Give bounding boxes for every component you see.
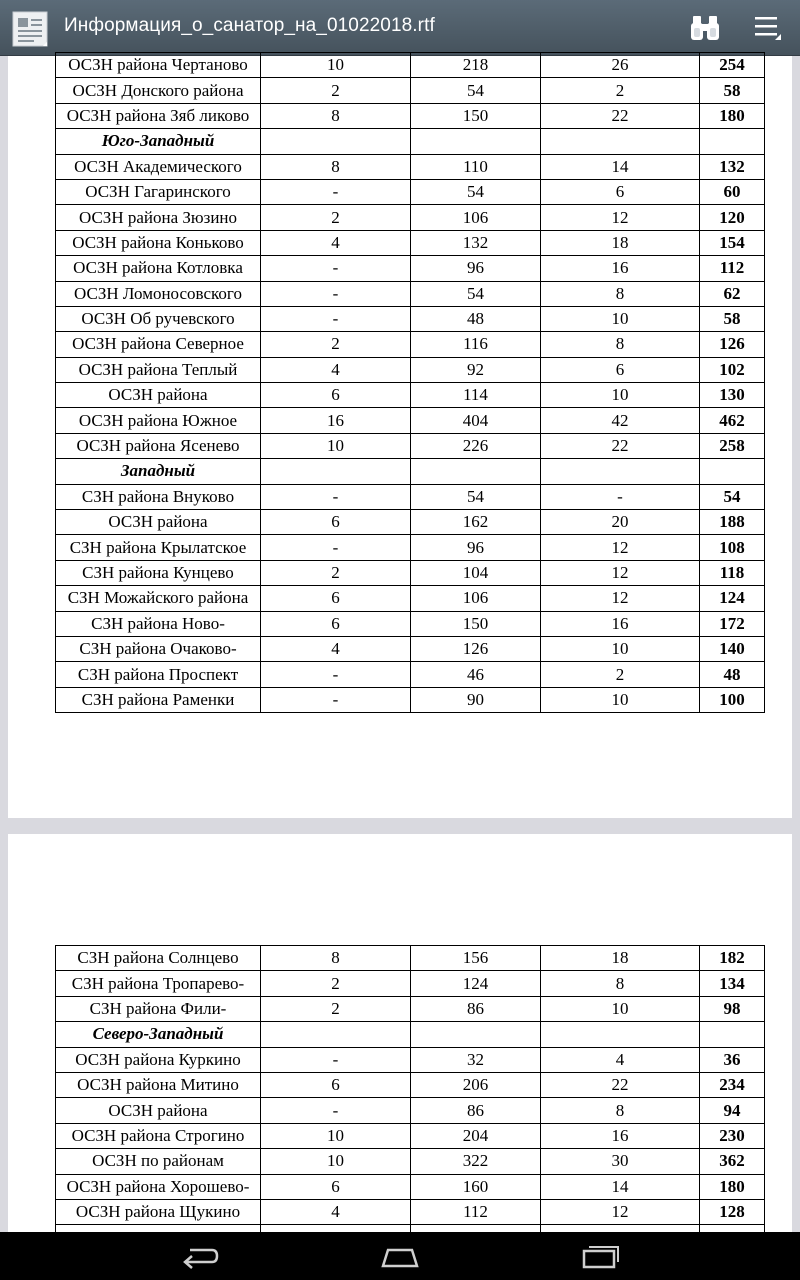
cell-col1: - — [261, 687, 411, 712]
cell-total: 132 — [700, 154, 765, 179]
cell-col2: 110 — [411, 154, 541, 179]
cell-name: ОСЗН района Северное — [56, 332, 261, 357]
cell-name: Северо-Западный — [56, 1022, 261, 1047]
cell-total: 234 — [700, 1072, 765, 1097]
table-row — [56, 103, 765, 128]
cell-total: 36 — [700, 1047, 765, 1072]
cell-col1: - — [261, 484, 411, 509]
cell-name: ОСЗН Об ручевского — [56, 306, 261, 331]
cell-col2: 106 — [411, 205, 541, 230]
cell-name: ОСЗН Донского района — [56, 78, 261, 103]
cell-name: СЗН района Кунцево — [56, 560, 261, 585]
cell-col2: 218 — [411, 53, 541, 78]
cell-col3: 10 — [541, 383, 700, 408]
cell-col1: 10 — [261, 1123, 411, 1148]
cell-col1: - — [261, 179, 411, 204]
table-row — [56, 636, 765, 661]
cell-col2: 54 — [411, 484, 541, 509]
table-row — [56, 154, 765, 179]
cell-col2: 206 — [411, 1072, 541, 1097]
cell-col3: 6 — [541, 179, 700, 204]
cell-col3: 6 — [541, 357, 700, 382]
cell-total: 126 — [700, 332, 765, 357]
cell-col1: - — [261, 281, 411, 306]
cell-total: 94 — [700, 1098, 765, 1123]
cell-col3: 12 — [541, 560, 700, 585]
cell-name: ОСЗН района — [56, 1098, 261, 1123]
table-row — [56, 560, 765, 585]
cell-total: 130 — [700, 383, 765, 408]
cell-name: Юго-Западный — [56, 129, 261, 154]
cell-col3: 8 — [541, 281, 700, 306]
cell-name: ОСЗН района Котловка — [56, 256, 261, 281]
cell-name: ОСЗН района Ясенево — [56, 433, 261, 458]
cell-col2: 92 — [411, 357, 541, 382]
cell-name: ОСЗН Академического — [56, 154, 261, 179]
table-row — [56, 306, 765, 331]
document-page-1[interactable] — [8, 56, 792, 818]
table-row — [56, 971, 765, 996]
cell-col1: - — [261, 662, 411, 687]
table-row — [56, 332, 765, 357]
cell-col1 — [261, 1225, 411, 1232]
cell-col2: 96 — [411, 535, 541, 560]
cell-col3: 8 — [541, 332, 700, 357]
table-row — [56, 1098, 765, 1123]
cell-total: 362 — [700, 1149, 765, 1174]
cell-col1: 6 — [261, 586, 411, 611]
cell-name: ОСЗН района Чертаново — [56, 53, 261, 78]
cell-col1: 16 — [261, 408, 411, 433]
cell-col3: 10 — [541, 306, 700, 331]
cell-total: 60 — [700, 179, 765, 204]
cell-name: ОСЗН района Южное — [56, 408, 261, 433]
cell-total: 180 — [700, 1174, 765, 1199]
cell-col2: 104 — [411, 560, 541, 585]
table-row — [56, 1174, 765, 1199]
region-header-row — [56, 459, 765, 484]
cell-total: 182 — [700, 946, 765, 971]
cell-col2 — [411, 1225, 541, 1232]
cell-total — [700, 459, 765, 484]
cell-col2: 54 — [411, 281, 541, 306]
document-icon[interactable] — [12, 11, 48, 47]
cell-total — [700, 1225, 765, 1232]
cell-col2: 48 — [411, 306, 541, 331]
table-row — [56, 1149, 765, 1174]
binoculars-icon[interactable] — [690, 14, 720, 42]
document-page-2[interactable] — [8, 834, 792, 1232]
cell-total: 254 — [700, 53, 765, 78]
cell-col1: 10 — [261, 1149, 411, 1174]
cell-col1: - — [261, 306, 411, 331]
cell-col2: 404 — [411, 408, 541, 433]
cell-col2 — [411, 1022, 541, 1047]
cell-col1 — [261, 459, 411, 484]
cell-col2: 96 — [411, 256, 541, 281]
cell-col2: 322 — [411, 1149, 541, 1174]
cell-col3: 10 — [541, 996, 700, 1021]
cell-col3: 2 — [541, 662, 700, 687]
cell-col3: 18 — [541, 946, 700, 971]
cell-total: 58 — [700, 306, 765, 331]
cell-col3: 14 — [541, 1174, 700, 1199]
cell-col3: 16 — [541, 611, 700, 636]
region-header-row — [56, 129, 765, 154]
cell-col1: 6 — [261, 510, 411, 535]
cell-name: ОСЗН по районам — [56, 1149, 261, 1174]
cell-col3: 4 — [541, 1047, 700, 1072]
cell-col2: 204 — [411, 1123, 541, 1148]
cell-col1: 4 — [261, 230, 411, 255]
table-row — [56, 996, 765, 1021]
table-row — [56, 357, 765, 382]
home-icon[interactable] — [380, 1242, 420, 1270]
table-row — [56, 230, 765, 255]
cell-col3: 12 — [541, 586, 700, 611]
cell-total: 48 — [700, 662, 765, 687]
cell-total: 62 — [700, 281, 765, 306]
region-header-row — [56, 1022, 765, 1047]
cell-col1: 8 — [261, 946, 411, 971]
cell-total: 120 — [700, 205, 765, 230]
cell-name: СЗН района Тропарево- — [56, 971, 261, 996]
cell-col3: 22 — [541, 433, 700, 458]
cell-col3: 2 — [541, 78, 700, 103]
cell-name: СЗН Можайского района — [56, 586, 261, 611]
cell-col3: 12 — [541, 205, 700, 230]
table-row — [56, 946, 765, 971]
cell-col1: - — [261, 535, 411, 560]
cell-total — [700, 129, 765, 154]
cell-name: ОСЗН района Щукино — [56, 1199, 261, 1224]
cell-col1 — [261, 129, 411, 154]
cell-col3: 16 — [541, 256, 700, 281]
cell-col3: 10 — [541, 687, 700, 712]
document-title: Информация_о_санатор_на_01022018.rtf — [64, 15, 435, 36]
cell-total: 128 — [700, 1199, 765, 1224]
cell-col1: 6 — [261, 1072, 411, 1097]
cell-col2: 90 — [411, 687, 541, 712]
cell-name — [56, 1225, 261, 1232]
cell-total: 108 — [700, 535, 765, 560]
cell-name: ОСЗН района Теплый — [56, 357, 261, 382]
cell-col3 — [541, 459, 700, 484]
table-row — [56, 1199, 765, 1224]
cell-col3 — [541, 1225, 700, 1232]
cell-col1: 6 — [261, 1174, 411, 1199]
cell-total — [700, 1022, 765, 1047]
table-row — [56, 179, 765, 204]
cell-total: 230 — [700, 1123, 765, 1148]
cell-name: СЗН района Ново- — [56, 611, 261, 636]
cell-col3: 18 — [541, 230, 700, 255]
cell-col1: 2 — [261, 332, 411, 357]
cell-total: 58 — [700, 78, 765, 103]
cell-total: 462 — [700, 408, 765, 433]
cell-name: СЗН района Внуково — [56, 484, 261, 509]
cell-name: ОСЗН района Зяб ликово — [56, 103, 261, 128]
cell-total: 180 — [700, 103, 765, 128]
cell-total: 188 — [700, 510, 765, 535]
recent-apps-icon[interactable] — [580, 1242, 620, 1270]
cell-col1 — [261, 1022, 411, 1047]
cell-col2: 150 — [411, 611, 541, 636]
cell-col3: 30 — [541, 1149, 700, 1174]
cell-col3: 8 — [541, 971, 700, 996]
cell-col1: 2 — [261, 996, 411, 1021]
cell-col1: 10 — [261, 53, 411, 78]
cell-col1: 4 — [261, 636, 411, 661]
cell-name: ОСЗН Ломоносовского — [56, 281, 261, 306]
cell-col3: 22 — [541, 103, 700, 128]
cell-col2: 86 — [411, 996, 541, 1021]
cell-col2: 124 — [411, 971, 541, 996]
cell-col3: 16 — [541, 1123, 700, 1148]
cell-name: Западный — [56, 459, 261, 484]
table-row — [56, 256, 765, 281]
cell-col2: 114 — [411, 383, 541, 408]
cell-col2: 162 — [411, 510, 541, 535]
app-toolbar — [0, 0, 800, 56]
cell-col1: - — [261, 256, 411, 281]
cell-col3: 14 — [541, 154, 700, 179]
cell-col2: 160 — [411, 1174, 541, 1199]
sanatorium-table-part-1 — [55, 52, 765, 713]
cell-col2: 46 — [411, 662, 541, 687]
cell-col3: 42 — [541, 408, 700, 433]
table-row — [56, 281, 765, 306]
cell-col2: 116 — [411, 332, 541, 357]
cell-total: 102 — [700, 357, 765, 382]
table-row — [56, 433, 765, 458]
cell-col1: 6 — [261, 611, 411, 636]
table-row — [56, 205, 765, 230]
cell-total: 100 — [700, 687, 765, 712]
cell-col1: 4 — [261, 357, 411, 382]
table-row — [56, 1225, 765, 1232]
cell-col1: 2 — [261, 971, 411, 996]
table-row — [56, 78, 765, 103]
table-row — [56, 1047, 765, 1072]
cell-total: 258 — [700, 433, 765, 458]
cell-total: 140 — [700, 636, 765, 661]
cell-col2: 54 — [411, 78, 541, 103]
sanatorium-table-part-2 — [55, 945, 765, 1232]
cell-name: СЗН района Раменки — [56, 687, 261, 712]
cell-col3: 20 — [541, 510, 700, 535]
cell-col2 — [411, 129, 541, 154]
cell-col1: - — [261, 1047, 411, 1072]
cell-name: ОСЗН района Куркино — [56, 1047, 261, 1072]
cell-name: ОСЗН района Зюзино — [56, 205, 261, 230]
cell-col2: 126 — [411, 636, 541, 661]
cell-col3: 8 — [541, 1098, 700, 1123]
cell-col1: 2 — [261, 560, 411, 585]
cell-name: СЗН района Проспект — [56, 662, 261, 687]
cell-col1: 6 — [261, 383, 411, 408]
cell-col1: 8 — [261, 154, 411, 179]
table-row — [56, 611, 765, 636]
table-row — [56, 53, 765, 78]
menu-icon[interactable] — [753, 14, 781, 40]
cell-col2: 132 — [411, 230, 541, 255]
cell-name: СЗН района Солнцево — [56, 946, 261, 971]
cell-name: СЗН района Фили- — [56, 996, 261, 1021]
table-row — [56, 1123, 765, 1148]
cell-total: 118 — [700, 560, 765, 585]
cell-total: 54 — [700, 484, 765, 509]
back-icon[interactable] — [180, 1242, 220, 1270]
cell-total: 154 — [700, 230, 765, 255]
cell-col2: 106 — [411, 586, 541, 611]
table-row — [56, 408, 765, 433]
cell-col2 — [411, 459, 541, 484]
cell-col3 — [541, 129, 700, 154]
cell-total: 134 — [700, 971, 765, 996]
cell-name: ОСЗН района Хорошево- — [56, 1174, 261, 1199]
cell-name: ОСЗН района — [56, 510, 261, 535]
system-nav-bar — [0, 1232, 800, 1280]
cell-name: ОСЗН района Строгино — [56, 1123, 261, 1148]
cell-col3: 12 — [541, 535, 700, 560]
cell-col3 — [541, 1022, 700, 1047]
cell-col1: 8 — [261, 103, 411, 128]
cell-name: СЗН района Очаково- — [56, 636, 261, 661]
cell-col3: 12 — [541, 1199, 700, 1224]
table-row — [56, 687, 765, 712]
cell-total: 98 — [700, 996, 765, 1021]
table-row — [56, 510, 765, 535]
cell-col1: - — [261, 1098, 411, 1123]
cell-col2: 54 — [411, 179, 541, 204]
cell-col2: 32 — [411, 1047, 541, 1072]
cell-col3: - — [541, 484, 700, 509]
cell-total: 172 — [700, 611, 765, 636]
table-row — [56, 586, 765, 611]
cell-col1: 4 — [261, 1199, 411, 1224]
cell-col1: 10 — [261, 433, 411, 458]
cell-name: ОСЗН района Коньково — [56, 230, 261, 255]
cell-col2: 226 — [411, 433, 541, 458]
table-row — [56, 535, 765, 560]
cell-col2: 86 — [411, 1098, 541, 1123]
cell-col3: 10 — [541, 636, 700, 661]
cell-col3: 26 — [541, 53, 700, 78]
cell-col2: 156 — [411, 946, 541, 971]
cell-name: СЗН района Крылатское — [56, 535, 261, 560]
cell-total: 124 — [700, 586, 765, 611]
table-row — [56, 484, 765, 509]
table-row — [56, 662, 765, 687]
cell-name: ОСЗН района — [56, 383, 261, 408]
cell-col1: 2 — [261, 78, 411, 103]
cell-total: 112 — [700, 256, 765, 281]
table-row — [56, 1072, 765, 1097]
cell-col3: 22 — [541, 1072, 700, 1097]
cell-col2: 112 — [411, 1199, 541, 1224]
cell-col2: 150 — [411, 103, 541, 128]
cell-col1: 2 — [261, 205, 411, 230]
cell-name: ОСЗН района Митино — [56, 1072, 261, 1097]
cell-name: ОСЗН Гагаринского — [56, 179, 261, 204]
table-row — [56, 383, 765, 408]
